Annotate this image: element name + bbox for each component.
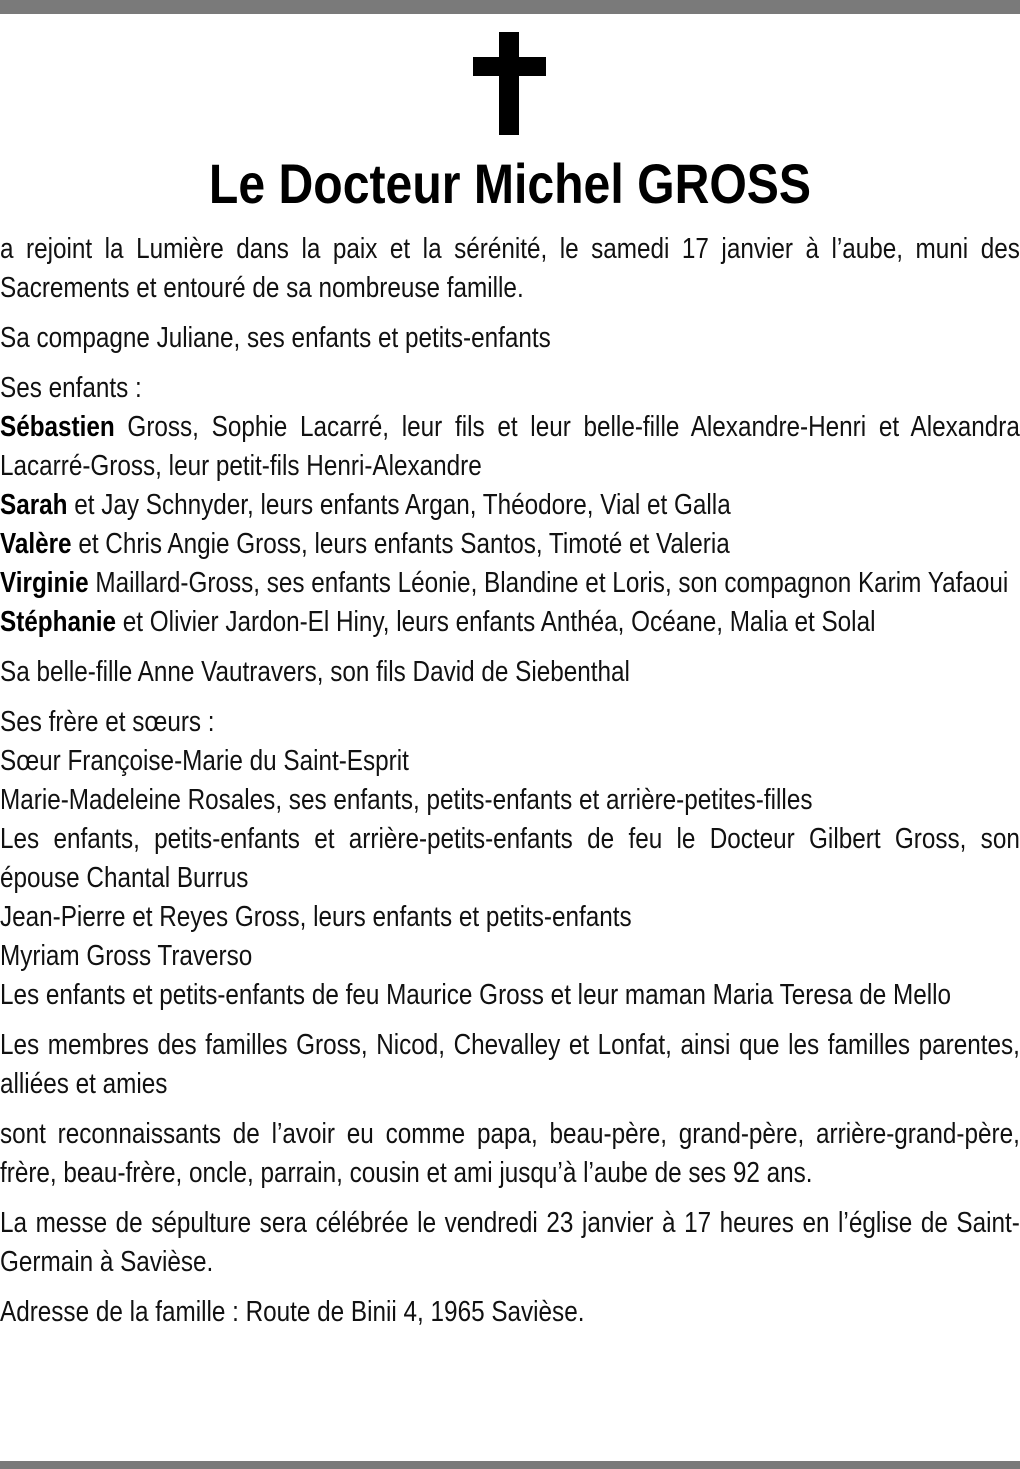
cross-icon — [473, 32, 547, 136]
intro-text: a rejoint la Lumière dans la paix et la sérénité, le samedi 17 janvier à l’aube, muni des Sacrements et entouré de sa nombreuse famille. — [0, 233, 1020, 304]
companion-text: Sa compagne Juliane, ses enfants et petits-enfants — [0, 322, 551, 354]
sibling-entry: Sœur Françoise-Marie du Saint-Esprit — [0, 745, 409, 777]
siblings-heading: Ses frère et sœurs : — [0, 706, 215, 738]
funeral-text: La messe de sépulture sera célébrée le vendredi 23 janvier à 17 heures en l’église de Saint-Germain à Savièse. — [0, 1207, 1020, 1278]
bottom-rule — [0, 1461, 1020, 1469]
top-rule — [0, 0, 1020, 14]
sibling-entry: Les enfants et petits-enfants de feu Maurice Gross et leur maman Maria Teresa de Mello — [0, 979, 952, 1011]
sibling-entry: Myriam Gross Traverso — [0, 940, 253, 972]
sibling-entry: Les enfants, petits-enfants et arrière-petits-enfants de feu le Docteur Gilbert Gross, son épouse Chantal Burrus — [0, 823, 1020, 894]
child-entry — [0, 486, 1020, 525]
child-name: Sébastien — [0, 411, 115, 443]
child-name: Stéphanie — [0, 606, 117, 638]
child-entry — [0, 408, 1020, 486]
children-heading: Ses enfants : — [0, 372, 142, 404]
sibling-entry: Marie-Madeleine Rosales, ses enfants, petits-enfants et arrière-petites-filles — [0, 784, 813, 816]
child-name: Valère — [0, 528, 72, 560]
notice-body — [0, 230, 1020, 1343]
child-details: Maillard-Gross, ses enfants Léonie, Blandine et Loris, son compagnon Karim Yafaoui — [88, 567, 1009, 599]
child-entry — [0, 603, 1020, 642]
daughter-in-law-text: Sa belle-fille Anne Vautravers, son fils David de Siebenthal — [0, 656, 630, 688]
child-name: Sarah — [0, 489, 68, 521]
sibling-entry: Jean-Pierre et Reyes Gross, leurs enfants et petits-enfants — [0, 901, 632, 933]
family-address: Adresse de la famille : Route de Binii 4, 1965 Savièse. — [0, 1296, 585, 1328]
child-details: et Chris Angie Gross, leurs enfants Santos, Timoté et Valeria — [71, 528, 730, 560]
child-entry — [0, 525, 1020, 564]
child-entry — [0, 564, 1020, 603]
child-details: et Olivier Jardon-El Hiny, leurs enfants Anthéa, Océane, Malia et Solal — [116, 606, 876, 638]
gratitude-text: sont reconnaissants de l’avoir eu comme papa, beau-père, grand-père, arrière-grand-père, frère, beau-frère, oncle, parrain, cousin et ami jusqu’à l’aube de ses 92 ans. — [0, 1118, 1020, 1189]
child-details: et Jay Schnyder, leurs enfants Argan, Théodore, Vial et Galla — [67, 489, 731, 521]
deceased-name: Le Docteur Michel GROSS — [208, 152, 812, 215]
child-name: Virginie — [0, 567, 89, 599]
child-details: Gross, Sophie Lacarré, leur fils et leur belle-fille Alexandre-Henri et Alexandra Lacarré-Gross, leur petit-fils Henri-Alexandre — [0, 411, 1020, 482]
families-text: Les membres des familles Gross, Nicod, Chevalley et Lonfat, ainsi que les familles parentes, alliées et amies — [0, 1029, 1020, 1100]
